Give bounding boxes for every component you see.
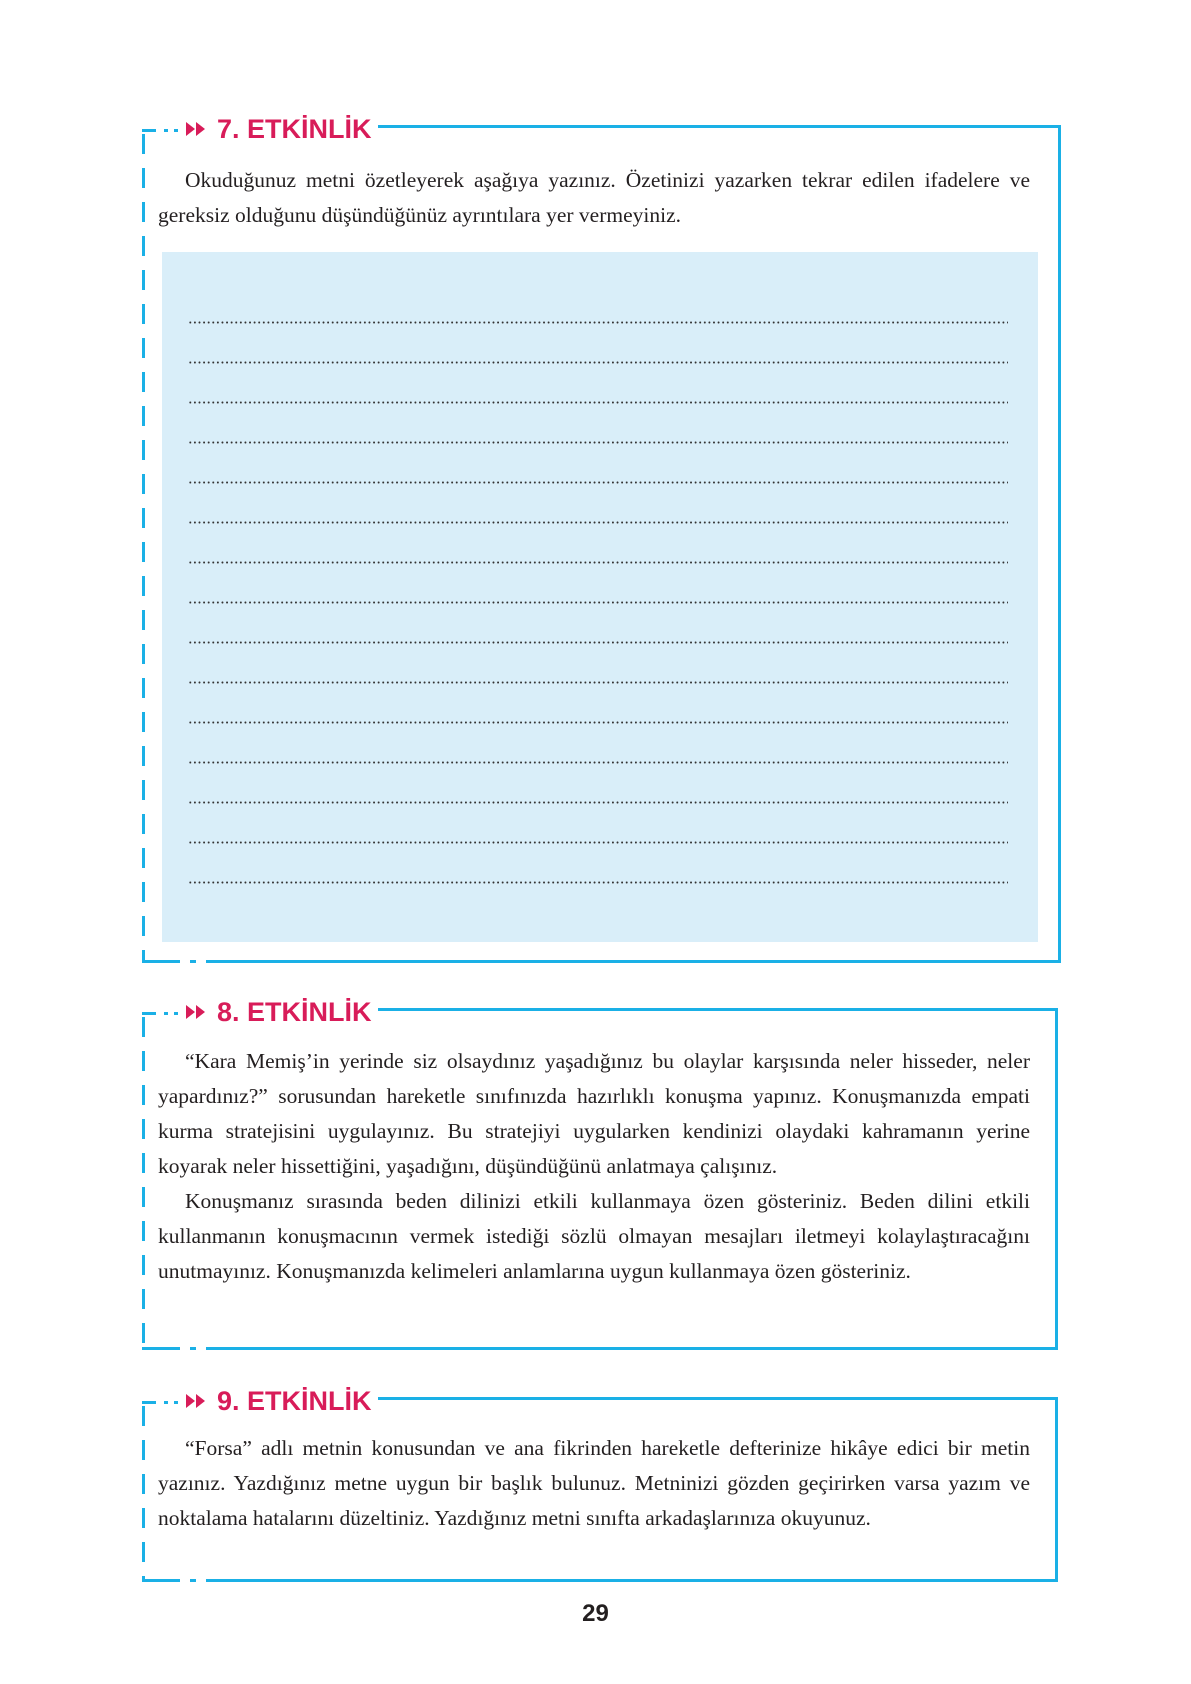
frame-right-line xyxy=(1055,1397,1058,1582)
frame-dotted-top xyxy=(142,129,178,132)
instruction-paragraph: Okuduğunuz metni özetleyerek aşağıya yazınız. Özetinizi yazarken tekrar edilen ifadelere ve gereksiz olduğunu düşündüğünüz ayrıntılara yer vermeyiniz. xyxy=(158,168,1030,227)
dotted-writing-line xyxy=(188,641,1008,644)
frame-dotted-top xyxy=(142,1012,178,1015)
frame-dashed-bottom xyxy=(142,1347,246,1350)
frame-right-line xyxy=(1058,125,1061,963)
frame-dashed-bottom xyxy=(142,960,246,963)
frame-top-line xyxy=(378,1397,1058,1400)
dotted-writing-line xyxy=(188,801,1008,804)
frame-top-line xyxy=(378,1008,1058,1011)
double-chevron-right-icon xyxy=(185,1393,207,1409)
instruction-paragraph: “Kara Memiş’in yerinde siz olsaydınız yaşadığınız bu olaylar karşısında neler hisseder, neler yapardınız?” sorusundan hareketle sınıfınızda hazırlıklı konuşma yapınız. Konuşmanızda empati kurma stratejisini uygulayınız. Bu stratejiyi uygularken kendinizi olaydaki kahramanın yerine koyarak neler hissettiğini, yaşadığını, düşündüğünü anlatmaya çalışınız. xyxy=(158,1049,1030,1178)
dotted-writing-line xyxy=(188,601,1008,604)
dotted-writing-line xyxy=(188,521,1008,524)
dotted-writing-line xyxy=(188,841,1008,844)
page-number: 29 xyxy=(582,1600,609,1627)
dotted-writing-line xyxy=(188,721,1008,724)
frame-dotted-top xyxy=(142,1401,178,1404)
dotted-writing-line xyxy=(188,481,1008,484)
frame-dashed-left xyxy=(142,1406,145,1579)
activity-title xyxy=(183,1384,374,1418)
dotted-writing-line xyxy=(188,761,1008,764)
dotted-writing-line xyxy=(188,881,1008,884)
frame-bottom-line xyxy=(246,960,1061,963)
dotted-writing-line xyxy=(188,441,1008,444)
dotted-writing-line xyxy=(188,361,1008,364)
activity-title-text: 7. ETKİNLİK xyxy=(217,113,372,144)
instruction-paragraph: “Forsa” adlı metnin konusundan ve ana fikrinden hareketle defterinize hikâye edici bir metin yazınız. Yazdığınız metne uygun bir başlık bulunuz. Metninizi gözden geçirirken varsa yazım ve noktalama hatalarını düzeltiniz. Yazdığınız metni sınıfta arkadaşlarınıza okuyunuz. xyxy=(158,1436,1030,1530)
writing-area[interactable] xyxy=(162,252,1038,942)
frame-bottom-line xyxy=(246,1579,1058,1582)
instruction-paragraph: Konuşmanız sırasında beden dilinizi etkili kullanmaya özen gösteriniz. Beden dilini etkili kullanmanın konuşmacının vermek istediği sözlü olmayan mesajları iletmeyi kolaylaştıracağını unutmayınız. Konuşmanızda kelimeleri anlamlarına uygun kullanmaya özen gösteriniz. xyxy=(158,1189,1030,1283)
dotted-writing-line xyxy=(188,321,1008,324)
frame-dashed-left xyxy=(142,1017,145,1347)
dotted-writing-line xyxy=(188,401,1008,404)
frame-right-line xyxy=(1055,1008,1058,1350)
dotted-writing-line xyxy=(188,681,1008,684)
frame-dashed-bottom xyxy=(142,1579,246,1582)
activity-title-text: 8. ETKİNLİK xyxy=(217,996,372,1027)
double-chevron-right-icon xyxy=(185,121,207,137)
frame-top-line xyxy=(378,125,1061,128)
frame-dashed-left xyxy=(142,134,145,960)
activity-title-text: 9. ETKİNLİK xyxy=(217,1385,372,1416)
double-chevron-right-icon xyxy=(185,1004,207,1020)
frame-bottom-line xyxy=(246,1347,1058,1350)
dotted-writing-line xyxy=(188,561,1008,564)
activity-title xyxy=(183,995,374,1029)
activity-title xyxy=(183,112,374,146)
